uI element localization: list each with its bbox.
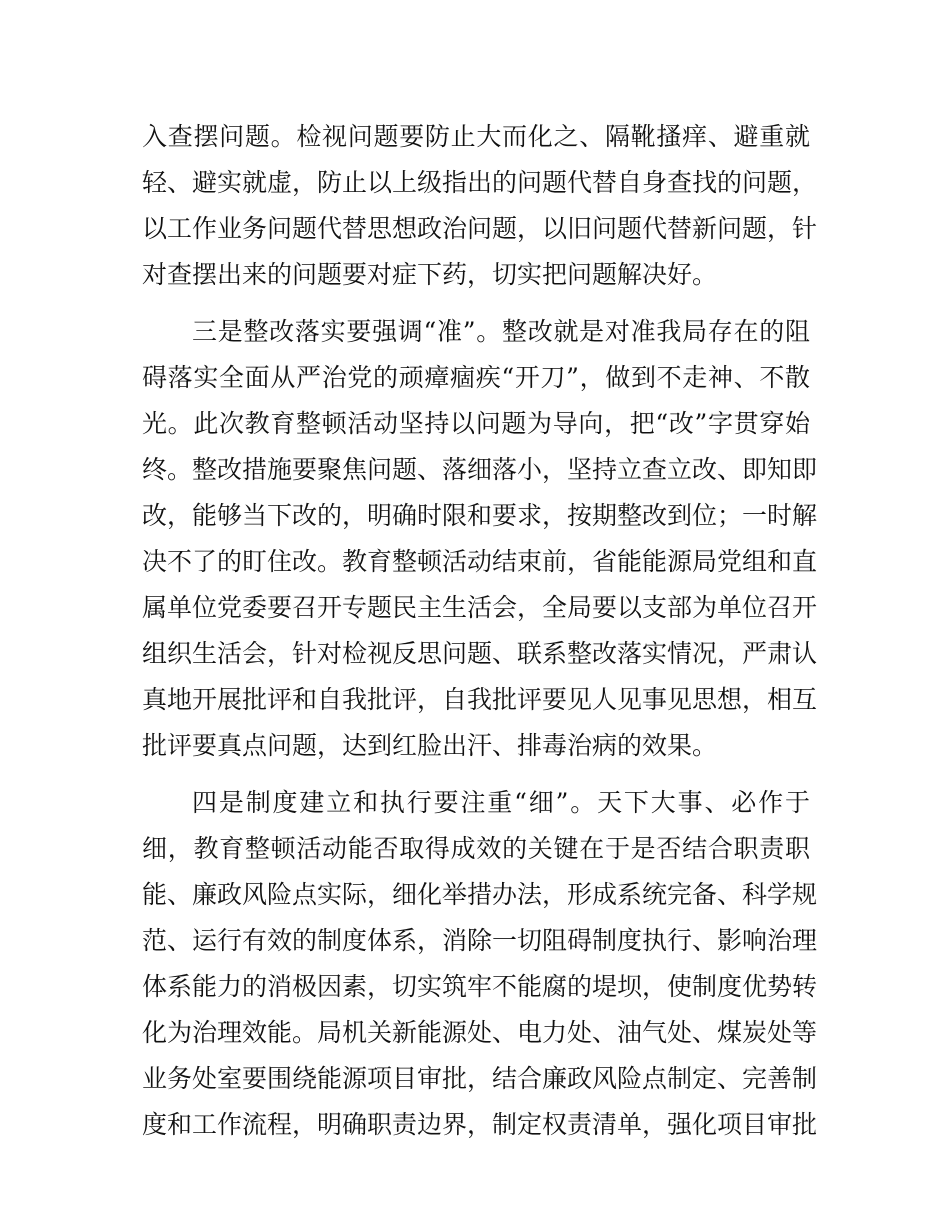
text-line: 入查摆问题。检视问题要防止大而化之、隔靴搔痒、避重就 <box>142 122 810 151</box>
text-line: 细，教育整顿活动能否取得成效的关键在于是否结合职责职 <box>142 834 810 863</box>
text-line: 体系能力的消极因素，切实筑牢不能腐的堤坝，使制度优势转 <box>142 972 818 1001</box>
text-line: 度和工作流程，明确职责边界，制定权责清单，强化项目审批 <box>142 1110 818 1139</box>
text-line: 四是制度建立和执行要注重“细”。天下大事、必作于 <box>192 788 810 817</box>
text-line: 碍落实全面从严治党的顽瘴痼疾“开刀”，做到不走神、不散 <box>142 363 810 392</box>
text-line: 三是整改落实要强调“准”。整改就是对准我局存在的阻 <box>192 317 810 346</box>
text-line: 真地开展批评和自我批评，自我批评要见人见事见思想，相互 <box>142 685 818 714</box>
paragraph-continuation <box>142 114 818 298</box>
paragraph-rectification <box>142 309 818 769</box>
paragraph-system-building <box>142 780 818 1148</box>
text-line: 批评要真点问题，达到红脸出汗、排毒治病的效果。 <box>142 731 718 760</box>
text-line: 改，能够当下改的，明确时限和要求，按期整改到位；一时解 <box>142 501 818 530</box>
text-line: 轻、避实就虚，防止以上级指出的问题代替自身查找的问题， <box>142 168 818 197</box>
text-line: 属单位党委要召开专题民主生活会，全局要以支部为单位召开 <box>142 593 818 622</box>
text-line: 化为治理效能。局机关新能源处、电力处、油气处、煤炭处等 <box>142 1018 818 1047</box>
text-line: 决不了的盯住改。教育整顿活动结束前，省能能源局党组和直 <box>142 547 818 576</box>
text-line: 范、运行有效的制度体系，消除一切阻碍制度执行、影响治理 <box>142 926 818 955</box>
text-line: 光。此次教育整顿活动坚持以问题为导向，把“改”字贯穿始 <box>142 409 810 438</box>
text-line: 业务处室要围绕能源项目审批，结合廉政风险点制定、完善制 <box>142 1064 818 1093</box>
text-line: 组织生活会，针对检视反思问题、联系整改落实情况，严肃认 <box>142 639 818 668</box>
text-line: 对查摆出来的问题要对症下药，切实把问题解决好。 <box>142 260 718 289</box>
text-line: 终。整改措施要聚焦问题、落细落小，坚持立查立改、即知即 <box>142 455 818 484</box>
text-line: 以工作业务问题代替思想政治问题，以旧问题代替新问题，针 <box>142 214 818 243</box>
text-line: 能、廉政风险点实际，细化举措办法，形成系统完备、科学规 <box>142 880 818 909</box>
document-body <box>142 114 818 1159</box>
